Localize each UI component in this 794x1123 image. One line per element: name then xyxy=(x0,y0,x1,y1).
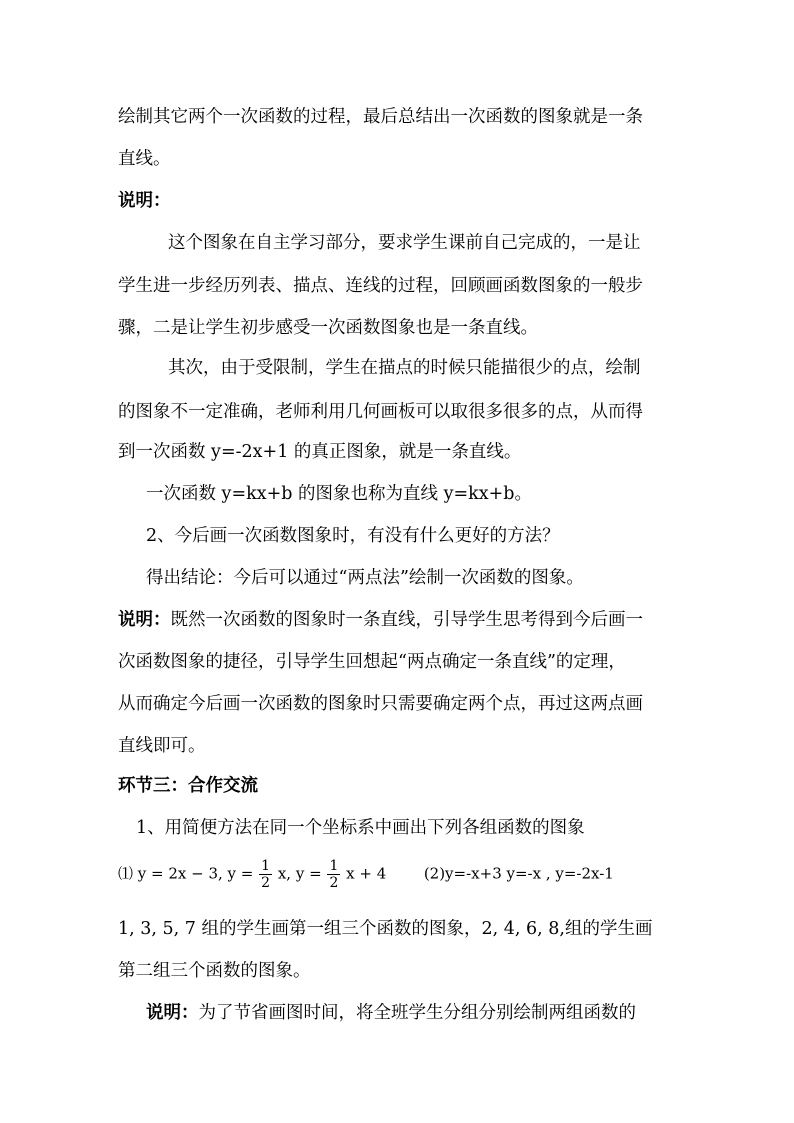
fraction-one-half xyxy=(327,858,340,891)
paragraph-line xyxy=(118,609,643,631)
note-label: 说明： xyxy=(118,610,171,630)
note-label: 说明： xyxy=(146,1003,199,1023)
section-heading: 环节三：合作交流 xyxy=(118,776,258,796)
paragraph-line: 绘制其它两个一次函数的过程，最后总结出一次函数的图象就是一条 xyxy=(118,107,643,127)
paragraph-line: 一次函数 y=kx+b 的图象也称为直线 y=kx+b。 xyxy=(146,484,532,504)
fraction-denominator: 2 xyxy=(329,875,339,891)
fraction-numerator: 1 xyxy=(329,858,339,874)
paragraph-line: 学生进一步经历列表、描点、连线的过程，回顾画函数图象的一般步 xyxy=(118,276,643,296)
paragraph-line: 次函数图象的捷径，引导学生回想起“两点确定一条直线”的定理， xyxy=(118,652,626,672)
paragraph-line: 第二组三个函数的图象。 xyxy=(118,961,311,981)
paragraph-line: 从而确定今后画一次函数的图象时只需要确定两个点，再过这两点画 xyxy=(118,694,643,714)
paragraph-line: 这个图象在自主学习部分，要求学生课前自己完成的，一是让 xyxy=(168,233,641,253)
formula-part1-mid: x, y = xyxy=(277,864,322,883)
paragraph-line: 其次，由于受限制，学生在描点的时候只能描很少的点，绘制 xyxy=(168,358,641,378)
note-text: 既然一次函数的图象时一条直线，引导学生思考得到今后画一 xyxy=(170,610,643,630)
paragraph-line: 1、用简便方法在同一个坐标系中画出下列各组函数的图象 xyxy=(136,818,585,838)
paragraph-line: 2、今后画一次函数图象时，有没有什么更好的方法？ xyxy=(146,526,560,546)
paragraph-line xyxy=(146,1002,636,1024)
note-text: 为了节省画图时间，将全班学生分组分别绘制两组函数的 xyxy=(198,1003,636,1023)
paragraph-line: 1, 3, 5, 7 组的学生画第一组三个函数的图象，2, 4, 6, 8,组的学生画 xyxy=(118,919,653,939)
fraction-numerator: 1 xyxy=(261,858,271,874)
fraction-denominator: 2 xyxy=(261,875,271,891)
formula-part1-prefix: ⑴ y = 2x − 3, y = xyxy=(118,864,254,883)
paragraph-line: 骤，二是让学生初步感受一次函数图象也是一条直线。 xyxy=(118,318,538,338)
paragraph-line: 得出结论：今后可以通过“两点法”绘制一次函数的图象。 xyxy=(146,568,584,588)
paragraph-line: 的图象不一定准确，老师利用几何画板可以取很多很多的点，从而得 xyxy=(118,402,643,422)
note-heading: 说明： xyxy=(118,191,171,211)
paragraph-line: 直线即可。 xyxy=(118,736,206,756)
paragraph-line: 到一次函数 y=-2x+1 的真正图象，就是一条直线。 xyxy=(118,442,522,462)
formula-part1-suffix: x + 4 xyxy=(346,864,387,883)
fraction-one-half xyxy=(259,858,272,891)
formula-line xyxy=(118,858,614,891)
paragraph-line: 直线。 xyxy=(118,149,171,169)
formula-part2: (2)y=-x+3 y=-x , y=-2x-1 xyxy=(423,864,614,883)
